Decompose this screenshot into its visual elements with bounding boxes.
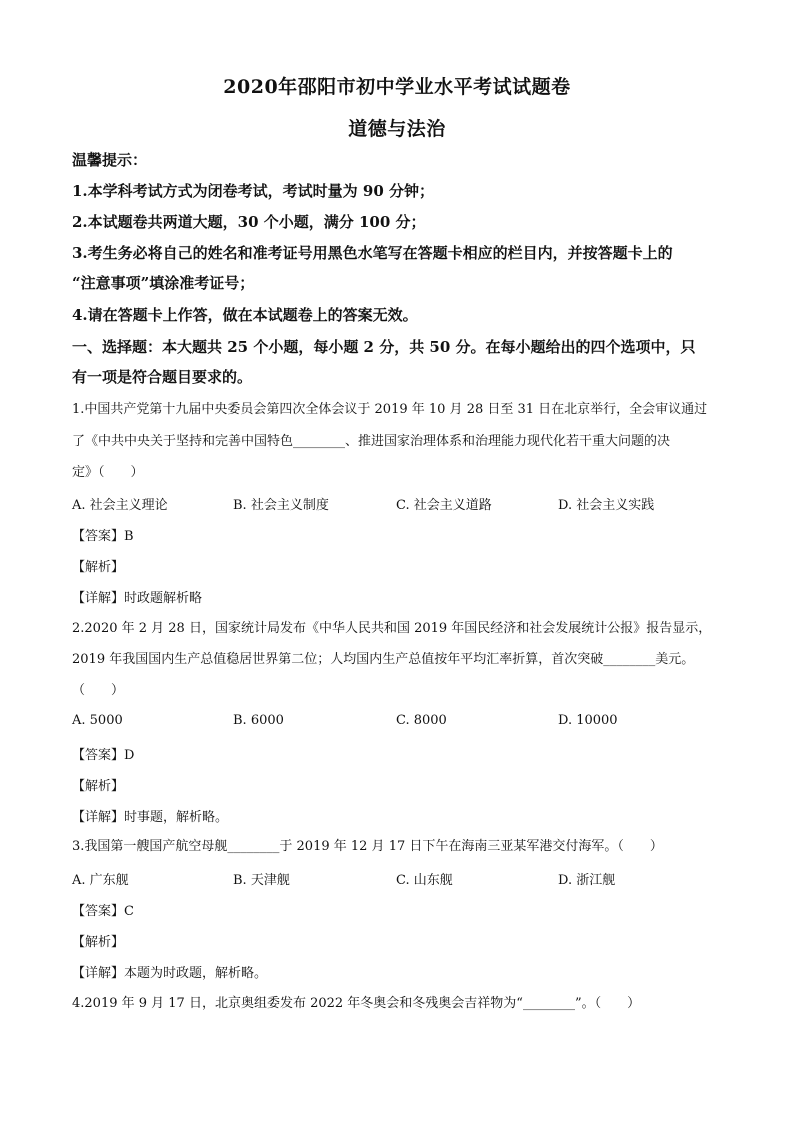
tip-item: 2.本试题卷共两道大题，30 个小题，满分 100 分； <box>72 213 426 231</box>
question-1-option-b: B. 社会主义制度 <box>233 498 329 513</box>
question-3-detail: 【详解】本题为时政题，解析略。 <box>72 966 268 981</box>
tip-item: “注意事项”填涂准考证号； <box>72 274 255 292</box>
question-1-answer: 【答案】B <box>72 529 134 544</box>
tips-heading: 温馨提示： <box>72 151 148 169</box>
tip-item: 3.考生务必将自己的姓名和准考证号用黑色水笔写在答题卡相应的栏目内，并按答题卡上的 <box>72 244 673 262</box>
question-1-option-d: D. 社会主义实践 <box>558 498 655 513</box>
question-2-line: 2019 年我国国内生产总值稳居世界第二位；人均国内生产总值按年平均汇率折算，首次突破________美元。 <box>72 652 695 667</box>
question-1-line: 了《中共中央关于坚持和完善中国特色________、推进国家治理体系和治理能力现代化若干重大问题的决 <box>72 434 671 449</box>
subject-title: 道德与法治 <box>348 118 446 140</box>
question-2-option-c: C. 8000 <box>396 713 447 728</box>
question-2-line: （ ） <box>72 683 125 698</box>
question-3-option-a: A. 广东舰 <box>72 873 129 888</box>
question-4-line: 4.2019 年 9 月 17 日，北京奥组委发布 2022 年冬奥会和冬残奥会吉祥物为“________”。（ ） <box>72 996 641 1011</box>
question-2-detail: 【详解】时事题，解析略。 <box>72 810 229 825</box>
exam-title: 2020年邵阳市初中学业水平考试试题卷 <box>223 76 571 98</box>
question-1-option-a: A. 社会主义理论 <box>72 498 168 513</box>
question-1-analysis: 【解析】 <box>72 560 125 575</box>
question-2-option-a: A. 5000 <box>72 713 123 728</box>
question-2-option-b: B. 6000 <box>233 713 284 728</box>
question-1-line: 定》（ ） <box>72 465 144 480</box>
question-3-analysis: 【解析】 <box>72 935 125 950</box>
tip-item: 1.本学科考试方式为闭卷考试，考试时量为 90 分钟； <box>72 182 434 200</box>
question-3-option-d: D. 浙江舰 <box>558 873 616 888</box>
tip-item: 4.请在答题卡上作答，做在本试题卷上的答案无效。 <box>72 306 418 324</box>
question-2-answer: 【答案】D <box>72 748 135 763</box>
question-1-line: 1.中国共产党第十九届中央委员会第四次全体会议于 2019 年 10 月 28 日至 31 日在北京举行，全会审议通过 <box>72 402 708 417</box>
question-2-option-d: D. 10000 <box>558 713 618 728</box>
section-heading-cont: 有一项是符合题目要求的。 <box>72 368 253 386</box>
question-1-detail: 【详解】时政题解析略 <box>72 591 203 606</box>
question-3-line: 3.我国第一艘国产航空母舰________于 2019 年 12 月 17 日下午在海南三亚某军港交付海军。（ ） <box>72 839 663 854</box>
question-3-answer: 【答案】C <box>72 904 134 919</box>
question-3-option-c: C. 山东舰 <box>396 873 453 888</box>
question-3-option-b: B. 天津舰 <box>233 873 290 888</box>
question-2-analysis: 【解析】 <box>72 779 125 794</box>
section-heading: 一、选择题：本大题共 25 个小题，每小题 2 分，共 50 分。在每小题给出的四个选项中，只 <box>72 338 696 356</box>
question-2-line: 2.2020 年 2 月 28 日，国家统计局发布《中华人民共和国 2019 年国民经济和社会发展统计公报》报告显示， <box>72 621 712 636</box>
question-1-option-c: C. 社会主义道路 <box>396 498 492 513</box>
